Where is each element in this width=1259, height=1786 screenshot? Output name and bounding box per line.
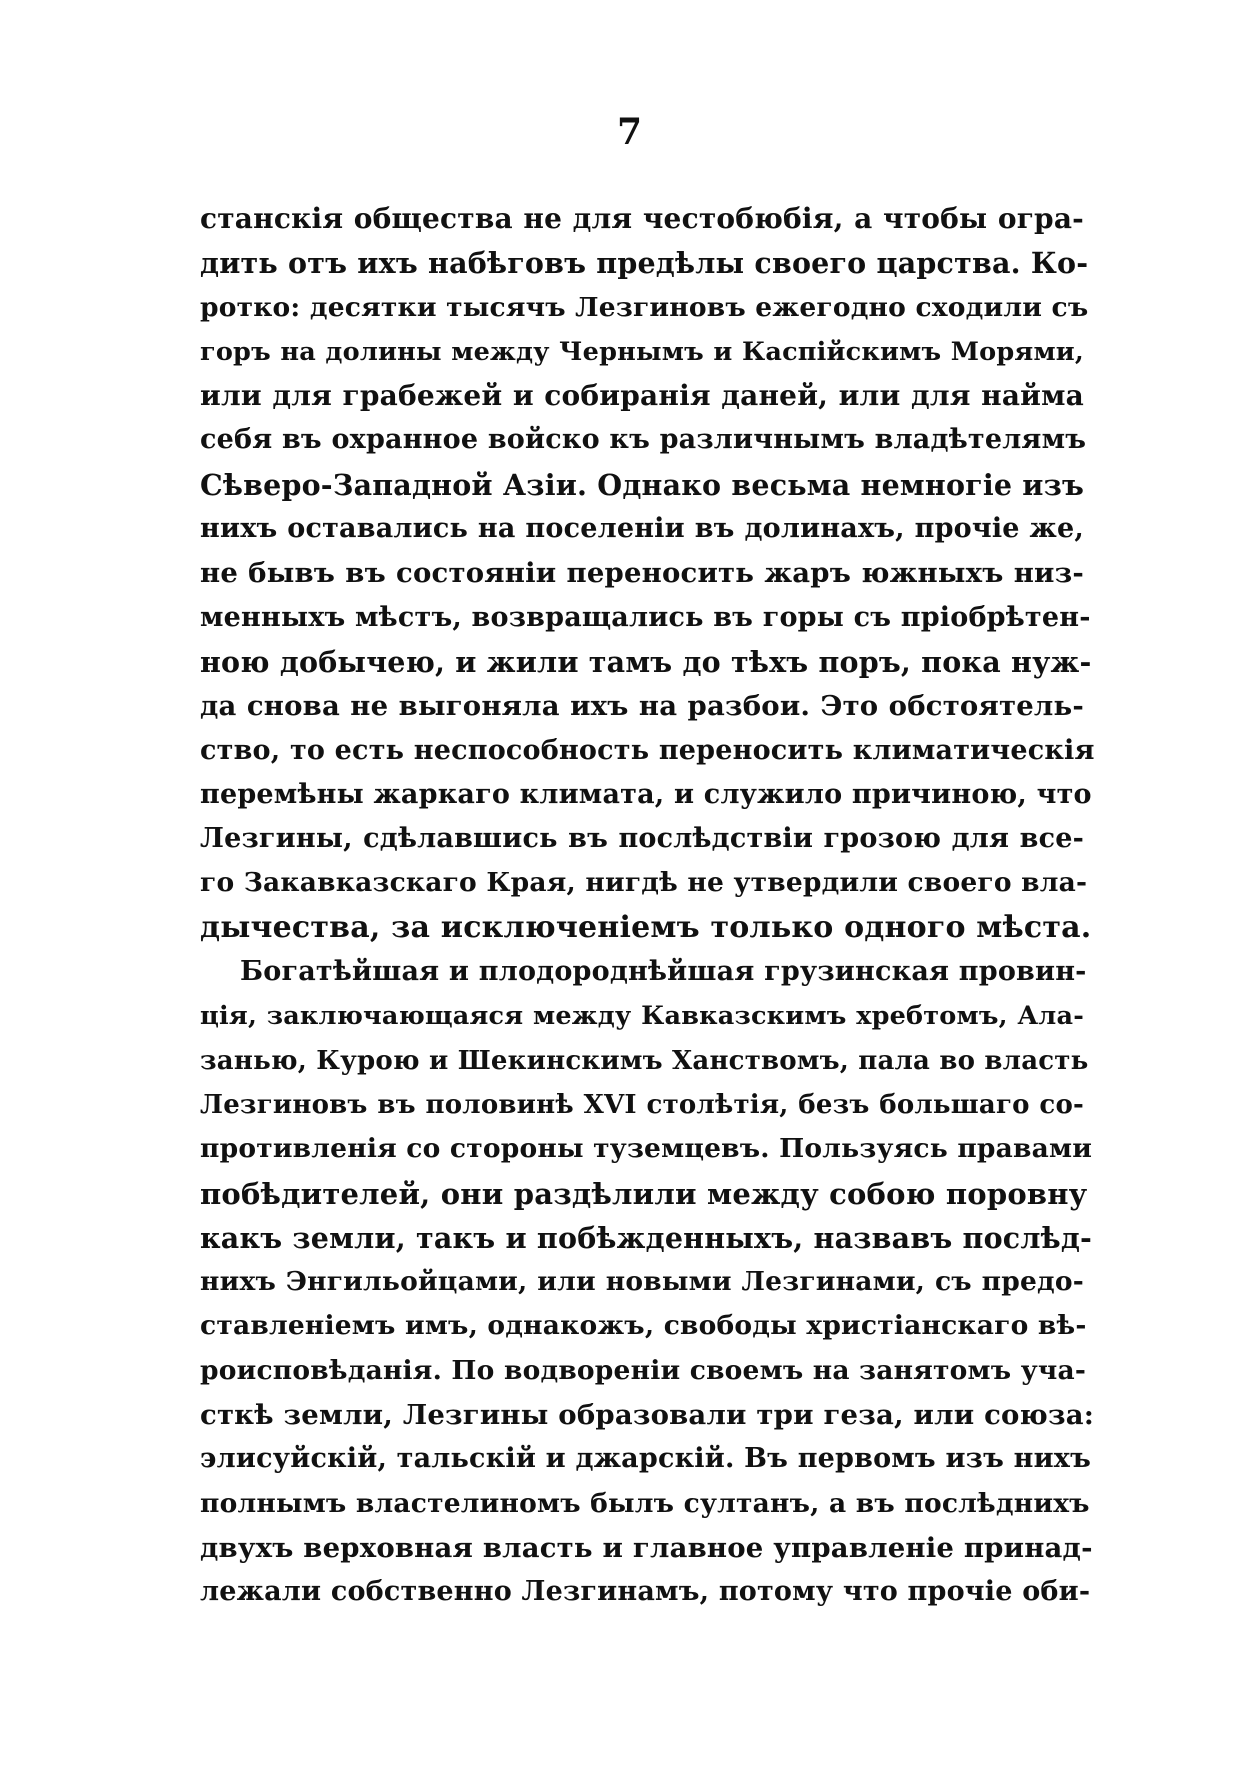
text-line: двухъ верховная власть и главное управленіе принад- [200,1531,1093,1564]
paragraph-end-line: дычества, за исключеніемъ только одного мѣста. [200,909,1092,945]
text-line: станскія общества не для честобюбія, а чтобы огра- [200,202,1084,235]
text-line: ція, заключающаяся между Кавказскимъ хребтомъ, Ала- [200,1001,1084,1032]
text-line: Лезгины, сдѣлавшись въ послѣдствіи грозою для все- [200,823,1084,855]
text-line: какъ земли, такъ и побѣжденныхъ, назвавъ послѣд- [200,1220,1093,1255]
text-line: или для грабежей и собиранія даней, или для найма [200,379,1084,413]
text-line: Сѣверо-Западной Азіи. Однако весьма немногіе изъ [200,467,1085,502]
text-line: противленія со стороны туземцевъ. Пользуясь правами [200,1133,1093,1165]
text-line: лежали собственно Лезгинамъ, потому что прочіе оби- [200,1576,1091,1608]
text-line: ставленіемъ имъ, однакожъ, свободы христіанскаго вѣ- [200,1310,1087,1342]
text-line: полнымъ властелиномъ былъ султанъ, а въ послѣднихъ [200,1487,1090,1519]
text-line: элисуйскій, тальскій и джарскій. Въ первомъ изъ нихъ [200,1443,1092,1475]
text-line: роисповѣданія. По водвореніи своемъ на занятомъ уча- [200,1354,1087,1386]
text-line: да снова не выгоняла ихъ на разбои. Это обстоятель- [200,690,1084,723]
page-number: 7 [616,111,643,153]
text-line: не бывъ въ состояніи переносить жаръ южныхъ низ- [200,557,1084,590]
text-line: дить отъ ихъ набѣговъ предѣлы своего царства. Ко- [200,246,1089,281]
text-line: горъ на долины между Чернымъ и Каспійскимъ Морями, [200,336,1084,367]
body-text [200,197,1095,1615]
text-line: занью, Курою и Шекинскимъ Ханствомъ, пала во власть [200,1045,1089,1076]
text-line: себя въ охранное войско къ различнымъ владѣтелямъ [200,424,1087,456]
text-line: ною добычею, и жили тамъ до тѣхъ поръ, пока нуж- [200,644,1092,679]
text-line: го Закавказскаго Края, нигдѣ не утвердили своего вла- [200,867,1088,899]
text-line: ство, то есть неспособность переносить климатическія [200,734,1095,766]
text-line: побѣдителей, они раздѣлили между собою поровну [200,1176,1088,1211]
text-line: ротко: десятки тысячъ Лезгиновъ ежегодно сходили съ [200,291,1089,323]
text-line: сткѣ земли, Лезгины образовали три геза, или союза: [200,1399,1095,1432]
text-line: Лезгиновъ въ половинѣ XVI столѣтія, безъ большаго со- [200,1089,1084,1120]
text-line: нихъ оставались на поселеніи въ долинахъ, прочіе же, [200,513,1084,545]
text-line: перемѣны жаркаго климата, и служило причиною, что [200,778,1092,810]
paragraph-start-line: Богатѣйшая и плодороднѣйшая грузинская провин- [240,956,1087,988]
text-line: менныхъ мѣстъ, возвращались въ горы съ пріобрѣтен- [200,601,1091,633]
text-line: нихъ Энгильойцами, или новыми Лезгинами, съ предо- [200,1266,1084,1298]
